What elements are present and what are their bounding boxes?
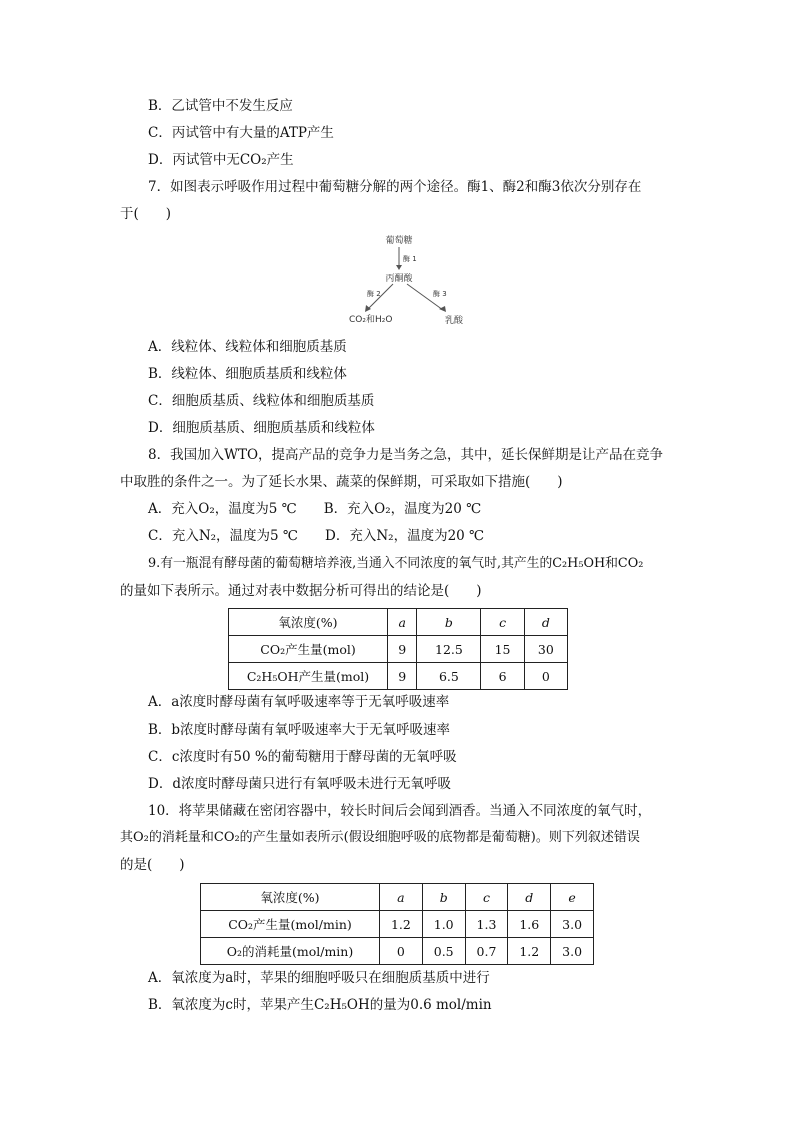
table-cell: 1.0 (422, 911, 465, 938)
table-header-cell: 氧浓度(%) (201, 884, 380, 911)
table-cell: 1.6 (508, 911, 551, 938)
q9-option-d: D．d浓度时酵母菌只进行有氧呼吸未进行无氧呼吸 (148, 776, 451, 792)
q10-stem-line1: 10．将苹果储藏在密闭容器中，较长时间后会闻到酒香。当通入不同浓度的氧气时， (148, 803, 652, 819)
table-cell: 3.0 (551, 911, 594, 938)
table-cell: CO₂产生量(mol) (229, 636, 388, 663)
q9-data-table (228, 608, 568, 690)
table-header-cell: c (481, 609, 524, 636)
q7-option-d: D．细胞质基质、细胞质基质和线粒体 (148, 420, 375, 436)
q6-option-b: B．乙试管中不发生反应 (148, 98, 293, 114)
table-row (229, 636, 568, 663)
q10-stem-line2: 其O₂的消耗量和CO₂的产生量如表所示(假设细胞呼吸的底物都是葡萄糖)。则下列叙述错误 (120, 830, 640, 845)
table-cell: 1.3 (465, 911, 508, 938)
glucose-pathway-diagram (345, 232, 475, 328)
q8-options-cd: C．充入N₂，温度为5 ℃ D．充入N₂，温度为20 ℃ (148, 528, 485, 544)
table-cell: 0 (380, 938, 423, 965)
q9-option-a: A．a浓度时酵母菌有氧呼吸速率等于无氧呼吸速率 (148, 694, 450, 710)
table-cell: O₂的消耗量(mol/min) (201, 938, 380, 965)
table-header-cell: 氧浓度(%) (229, 609, 388, 636)
diagram-pyruvate: 丙酮酸 (385, 274, 413, 284)
arrowhead-enzyme2 (365, 305, 371, 312)
table-cell: 6 (481, 663, 524, 690)
q9-option-b: B．b浓度时酵母菌有氧呼吸速率大于无氧呼吸速率 (148, 722, 451, 738)
arrowhead-enzyme1 (396, 265, 402, 270)
table-cell: 15 (481, 636, 524, 663)
q10-option-b: B．氧浓度为c时，苹果产生C₂H₅OH的量为0.6 mol/min (148, 997, 492, 1013)
q9-stem-line2: 的量如下表所示。通过对表中数据分析可得出的结论是( ) (120, 583, 482, 599)
table-header-cell: a (388, 609, 417, 636)
q7-option-c: C．细胞质基质、线粒体和细胞质基质 (148, 393, 375, 409)
q8-options-ab: A．充入O₂，温度为5 ℃ B．充入O₂，温度为20 ℃ (148, 501, 482, 517)
table-header-row (229, 609, 568, 636)
q7-stem-line2: 于( ) (120, 206, 172, 222)
q9-option-c: C．c浓度时有50 %的葡萄糖用于酵母菌的无氧呼吸 (148, 749, 457, 765)
q10-stem-line3: 的是( ) (120, 857, 185, 873)
table-cell: 9 (388, 636, 417, 663)
q9-stem-line1: 9.有一瓶混有酵母菌的葡萄糖培养液,当通入不同浓度的氧气时,其产生的C₂H₅OH和CO₂ (148, 556, 644, 571)
diagram-enzyme1: 酶 1 (403, 255, 417, 263)
table-header-row (201, 884, 594, 911)
table-cell: 0.7 (465, 938, 508, 965)
table-cell: 0 (524, 663, 567, 690)
table-cell: 3.0 (551, 938, 594, 965)
table-cell: 12.5 (417, 636, 481, 663)
table-header-cell: c (465, 884, 508, 911)
table-header-cell: a (380, 884, 423, 911)
table-cell: 6.5 (417, 663, 481, 690)
arrowhead-enzyme3 (439, 306, 446, 312)
q7-option-a: A．线粒体、线粒体和细胞质基质 (148, 339, 347, 355)
q10-data-table (200, 883, 594, 965)
table-header-cell: d (524, 609, 567, 636)
q8-stem-line1: 8．我国加入WTO，提高产品的竞争力是当务之急，其中，延长保鲜期是让产品在竞争 (148, 447, 664, 463)
diagram-glucose: 葡萄糖 (385, 236, 413, 246)
table-cell: 1.2 (508, 938, 551, 965)
diagram-lactic-acid: 乳酸 (445, 316, 464, 326)
table-row (229, 663, 568, 690)
table-header-cell: b (417, 609, 481, 636)
table-cell: 9 (388, 663, 417, 690)
table-row (201, 911, 594, 938)
diagram-enzyme2: 酶 2 (367, 290, 381, 298)
q7-stem-line1: 7．如图表示呼吸作用过程中葡萄糖分解的两个途径。酶1、酶2和酶3依次分别存在 (148, 179, 642, 195)
table-header-cell: b (422, 884, 465, 911)
q8-stem-line2: 中取胜的条件之一。为了延长水果、蔬菜的保鲜期，可采取如下措施( ) (120, 474, 563, 490)
q10-option-a: A．氧浓度为a时，苹果的细胞呼吸只在细胞质基质中进行 (148, 970, 490, 986)
table-header-cell: d (508, 884, 551, 911)
diagram-enzyme3: 酶 3 (433, 290, 447, 298)
table-row (201, 938, 594, 965)
table-cell: CO₂产生量(mol/min) (201, 911, 380, 938)
table-header-cell: e (551, 884, 594, 911)
table-cell: 30 (524, 636, 567, 663)
diagram-co2-h2o: CO₂和H₂O (349, 315, 393, 325)
table-cell: 0.5 (422, 938, 465, 965)
q7-option-b: B．线粒体、细胞质基质和线粒体 (148, 366, 347, 382)
q6-option-c: C．丙试管中有大量的ATP产生 (148, 125, 334, 141)
q6-option-d: D．丙试管中无CO₂产生 (148, 152, 294, 168)
table-cell: 1.2 (380, 911, 423, 938)
table-cell: C₂H₅OH产生量(mol) (229, 663, 388, 690)
